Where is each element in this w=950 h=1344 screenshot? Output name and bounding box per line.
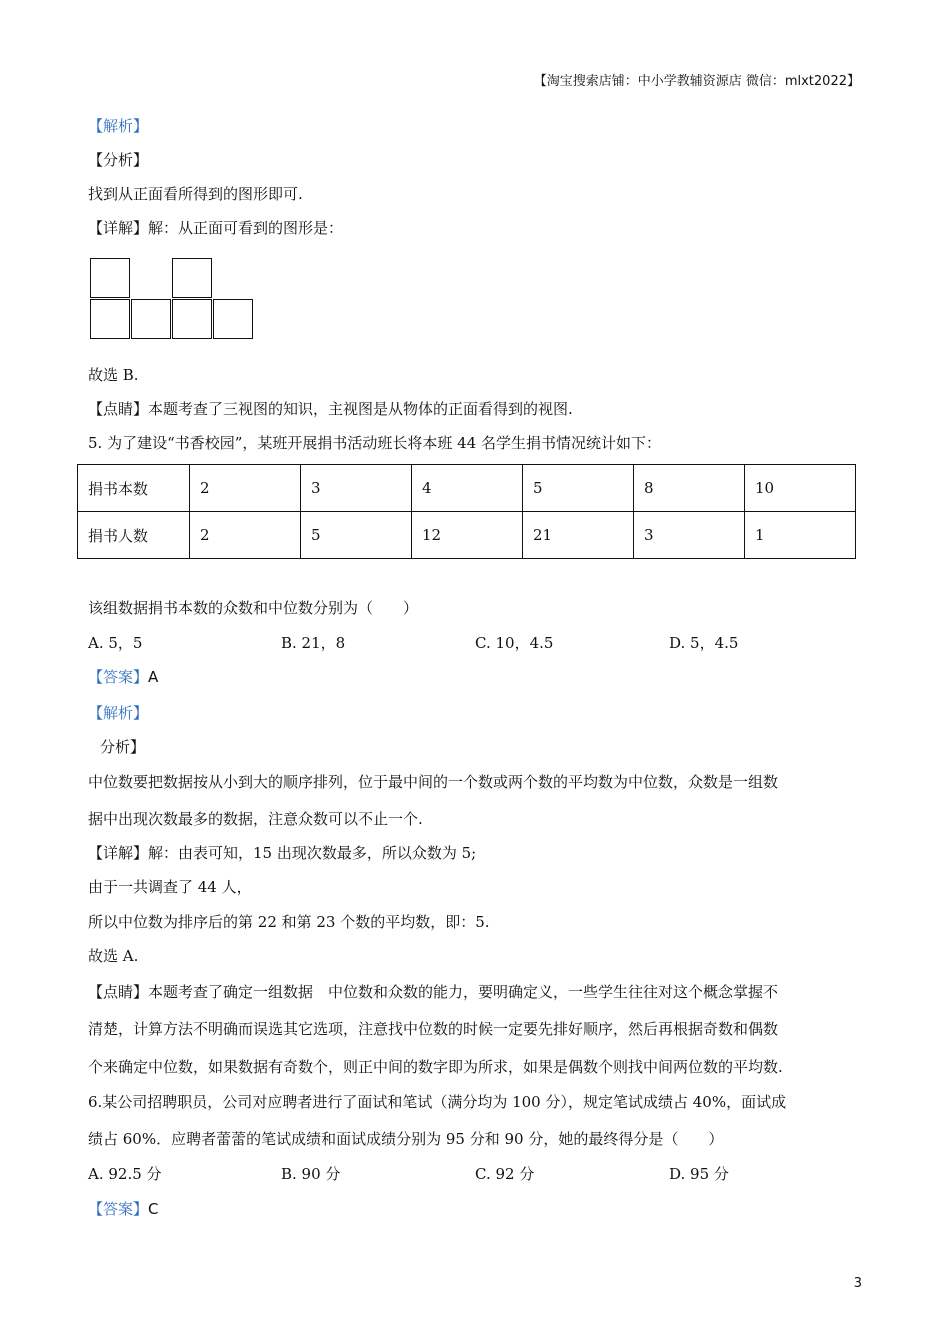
q5-option-a: A. 5，5 [88,634,143,652]
q6-option-a: A. 92.5 分 [88,1165,162,1183]
answer-value: A [148,668,159,686]
page-number: 3 [853,1276,862,1291]
table-cell: 21 [523,512,634,559]
detail-tag: 【详解】 [88,219,149,237]
choose-text: 故选 A. [88,947,139,965]
figure-square [90,258,130,298]
comment-line [88,982,778,1002]
q5-question: 该组数据捐书本数的众数和中位数分别为（ ） [88,599,419,617]
table-row [78,512,856,559]
table-cell: 4 [412,465,523,512]
analysis-tag: 【解析】 [88,117,149,135]
table-cell: 1 [745,512,856,559]
q6-stem: 6.某公司招聘职员，公司对应聘者进行了面试和笔试（满分均为 100 分），规定笔试成绩占 40%，面试成 [88,1093,787,1111]
table-cell: 捐书本数 [78,465,190,512]
table-cell: 5 [523,465,634,512]
comment-text: 清楚，计算方法不明确而误选其它选项，注意找中位数的时候一定要先排好顺序，然后再根据奇数和偶数 [88,1020,779,1038]
table-cell: 3 [301,465,412,512]
table-cell: 2 [190,465,301,512]
comment-text: 本题考查了确定一组数据 中位数和众数的能力，要明确定义，一些学生往往对这个概念掌握不 [148,983,779,1001]
detail-text: 解：由表可知，15 出现次数最多，所以众数为 5; [148,844,477,862]
page-header: 【淘宝搜索店铺：中小学教辅资源店 微信：mlxt2022】 [533,74,860,89]
detail-text: 所以中位数为排序后的第 22 和第 23 个数的平均数，即：5. [88,913,490,931]
figure-square [172,299,212,339]
fenxi-text: 找到从正面看所得到的图形即可. [88,185,303,203]
detail-tag: 【详解】 [88,844,149,862]
q5-stem: 5. 为了建设“书香校园”，某班开展捐书活动班长将本班 44 名学生捐书情况统计如下： [88,434,662,452]
donation-table [77,464,856,559]
q5-option-d: D. 5，4.5 [669,634,739,652]
table-cell: 12 [412,512,523,559]
q6-option-c: C. 92 分 [475,1165,535,1183]
table-cell: 捐书人数 [78,512,190,559]
q6-stem: 绩占 60%．应聘者蕾蕾的笔试成绩和面试成绩分别为 95 分和 90 分，她的最终得分是（ ） [88,1130,724,1148]
q6-option-d: D. 95 分 [669,1165,729,1183]
fenxi-text: 据中出现次数最多的数据，注意众数可以不止一个. [88,810,423,828]
answer-tag: 【答案】 [88,1200,149,1218]
table-cell: 10 [745,465,856,512]
table-cell: 8 [634,465,745,512]
figure-square [90,299,130,339]
detail-text: 由于一共调查了 44 人， [88,878,252,896]
choose-text: 故选 B. [88,366,139,384]
table-cell: 2 [190,512,301,559]
fenxi-tag: 分析】 [100,738,146,756]
answer-tag: 【答案】 [88,668,149,686]
fenxi-text: 中位数要把数据按从小到大的顺序排列，位于最中间的一个数或两个数的平均数为中位数，众数是一组数 [88,773,779,791]
table-row [78,465,856,512]
figure-square [131,299,171,339]
comment-tag: 【点睛】 [88,400,149,418]
comment-line [88,399,573,419]
analysis-tag: 【解析】 [88,704,149,722]
fenxi-tag: 【分析】 [88,151,149,169]
comment-text: 本题考查了三视图的知识，主视图是从物体的正面看得到的视图. [148,400,573,418]
comment-tag: 【点睛】 [88,983,149,1001]
comment-text: 个来确定中位数，如果数据有奇数个，则正中间的数字即为所求，如果是偶数个则找中间两位数的平均数. [88,1058,783,1076]
detail-line [88,843,476,863]
q6-option-b: B. 90 分 [281,1165,341,1183]
q5-option-b: B. 21，8 [281,634,346,652]
front-view-figure [90,258,256,342]
detail-line [88,218,343,238]
answer-value: C [148,1200,159,1218]
figure-square [213,299,253,339]
answer-line [88,1199,159,1219]
detail-text: 解：从正面可看到的图形是： [148,219,344,237]
table-cell: 3 [634,512,745,559]
figure-square [172,258,212,298]
table-cell: 5 [301,512,412,559]
answer-line [88,667,158,687]
q5-option-c: C. 10，4.5 [475,634,554,652]
